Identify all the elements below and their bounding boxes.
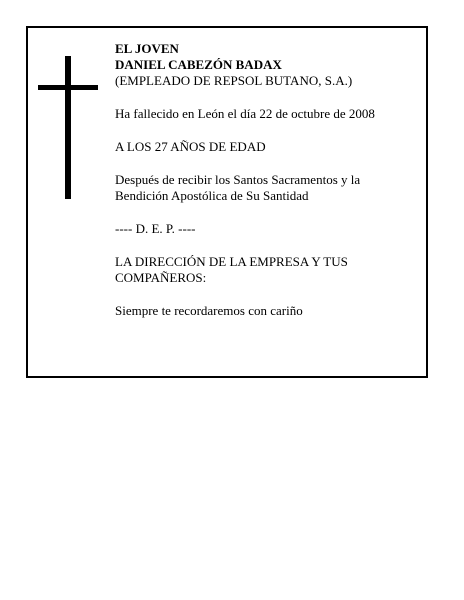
deceased-name: DANIEL CABEZÓN BADAX bbox=[115, 57, 282, 72]
obituary-text bbox=[115, 41, 415, 319]
obituary-notice bbox=[26, 26, 428, 378]
cross-icon-horizontal-bar bbox=[38, 85, 98, 90]
employer: (EMPLEADO DE REPSOL BUTANO, S.A.) bbox=[115, 73, 353, 88]
rip: ---- D. E. P. ---- bbox=[115, 221, 196, 236]
from-line-2: COMPAÑEROS: bbox=[115, 270, 207, 285]
closing: Siempre te recordaremos con cariño bbox=[115, 303, 303, 318]
death-notice: Ha fallecido en León el día 22 de octubre de 2008 bbox=[115, 106, 375, 121]
honorific: EL JOVEN bbox=[115, 41, 179, 56]
cross-icon-vertical-bar bbox=[65, 56, 71, 199]
sacraments-line-2: Bendición Apostólica de Su Santidad bbox=[115, 188, 309, 203]
age: A LOS 27 AÑOS DE EDAD bbox=[115, 139, 266, 154]
from-line-1: LA DIRECCIÓN DE LA EMPRESA Y TUS bbox=[115, 254, 348, 269]
sacraments-line-1: Después de recibir los Santos Sacramentos y la bbox=[115, 172, 361, 187]
